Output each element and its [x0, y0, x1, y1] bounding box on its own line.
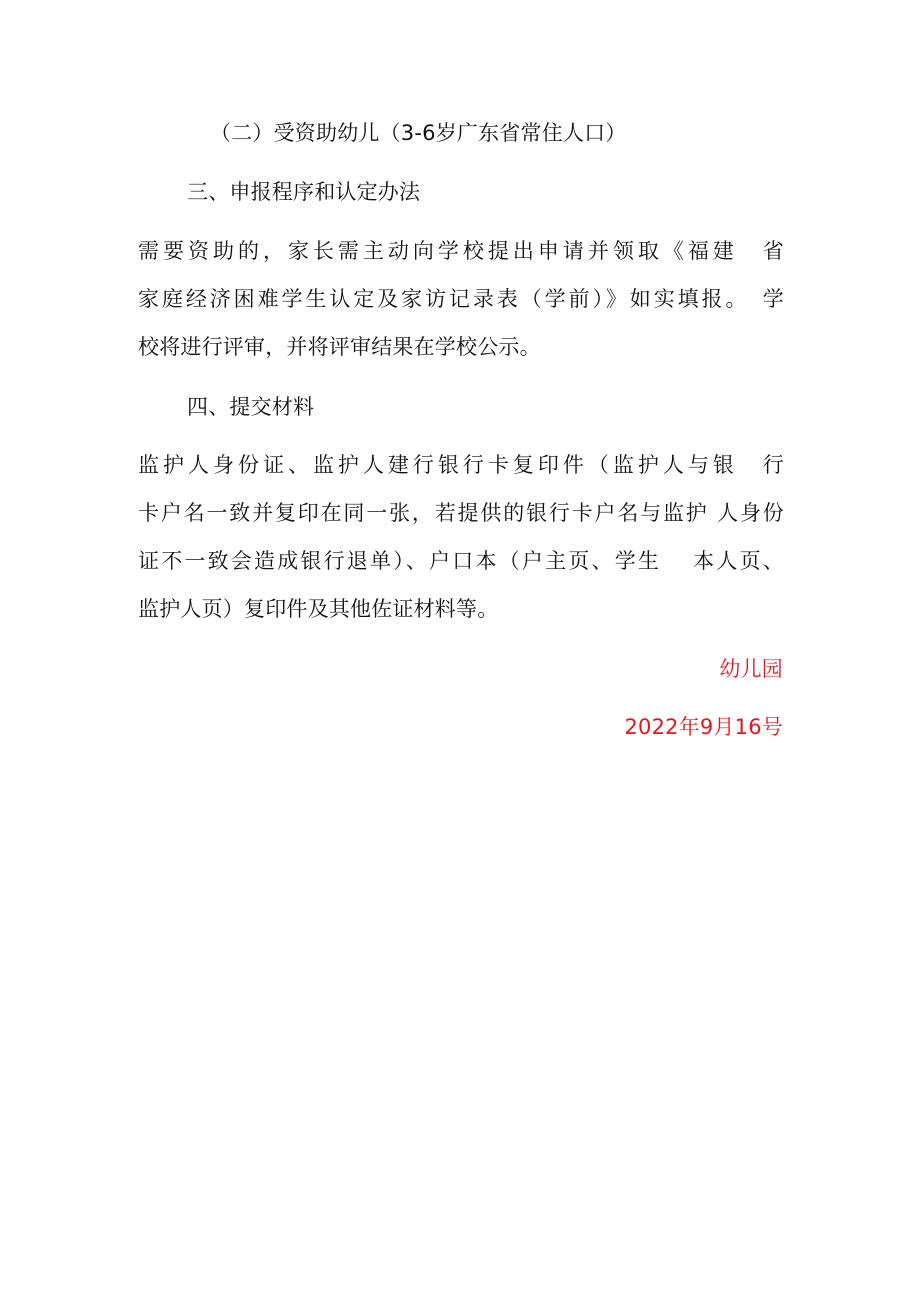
signature-date: 2022年9月16号: [624, 715, 783, 739]
paragraph-procedure-line-2: 家庭经济困难学生认定及家访记录表（学前）》如实填报。 学: [138, 287, 784, 311]
paragraph-materials-line-4: 监护人页）复印件及其他佐证材料等。: [138, 597, 499, 621]
paragraph-materials-line-1: 监护人身份证、监护人建行银行卡复印件（监护人与银 行: [138, 453, 784, 477]
paragraph-materials-line-2: 卡户名一致并复印在同一张，若提供的银行卡户名与监护 人身份: [138, 501, 784, 525]
subsection-heading-beneficiaries: （二）受资助幼儿（3-6岁广东省常住人口）: [210, 121, 627, 145]
section-heading-procedure: 三、申报程序和认定办法: [187, 180, 421, 204]
paragraph-procedure-line-3: 校将进行评审，并将评审结果在学校公示。: [138, 335, 541, 359]
paragraph-procedure-line-1: 需要资助的，家长需主动向学校提出申请并领取《福建 省: [138, 239, 784, 263]
signature-kindergarten: 幼儿园: [719, 657, 783, 681]
section-heading-materials: 四、提交材料: [187, 395, 315, 419]
paragraph-materials-line-3: 证不一致会造成银行退单）、户口本（户主页、学生 本人页、: [138, 549, 784, 573]
